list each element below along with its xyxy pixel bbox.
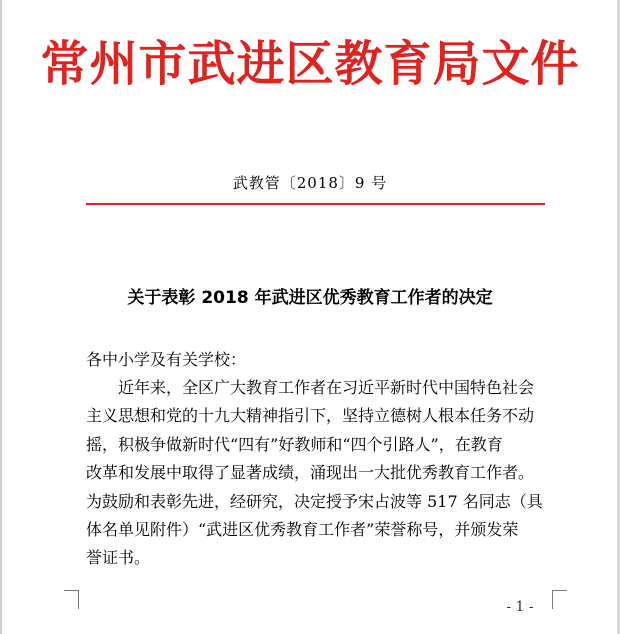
red-header-rule bbox=[86, 203, 545, 205]
page-number: - 1 - bbox=[506, 599, 534, 615]
body-line: 为鼓励和表彰先进，经研究，决定授予宋占波等 517 名同志（具 bbox=[86, 491, 543, 511]
body-line: 誉证书。 bbox=[86, 548, 151, 568]
body-line: 改革和发展中取得了显著成绩，涌现出一大批优秀教育工作者。 bbox=[86, 463, 535, 483]
body-line: 摇，积极争做新时代“四有”好教师和“四个引路人”，在教育 bbox=[86, 434, 503, 454]
body-paragraph bbox=[86, 374, 546, 573]
document-title: 关于表彰 2018 年武进区优秀教育工作者的决定 bbox=[127, 288, 493, 308]
issuer-heading: 常州市武进区教育局文件 bbox=[40, 36, 580, 92]
body-line: 近年来，全区广大教育工作者在习近平新时代中国特色社会 bbox=[118, 378, 535, 397]
recipient-line: 各中小学及有关学校： bbox=[86, 350, 247, 369]
crop-mark-right bbox=[552, 590, 567, 609]
body-line: 主义思想和党的十九大精神指引下，坚持立德树人根本任务不动 bbox=[86, 406, 535, 426]
page-left-edge bbox=[0, 0, 2, 634]
document-number: 武教管〔2018〕9 号 bbox=[232, 174, 388, 192]
crop-mark-left bbox=[64, 590, 79, 609]
body-line: 体名单见附件）“武进区优秀教育工作者”荣誉称号，并颁发荣 bbox=[86, 519, 519, 539]
